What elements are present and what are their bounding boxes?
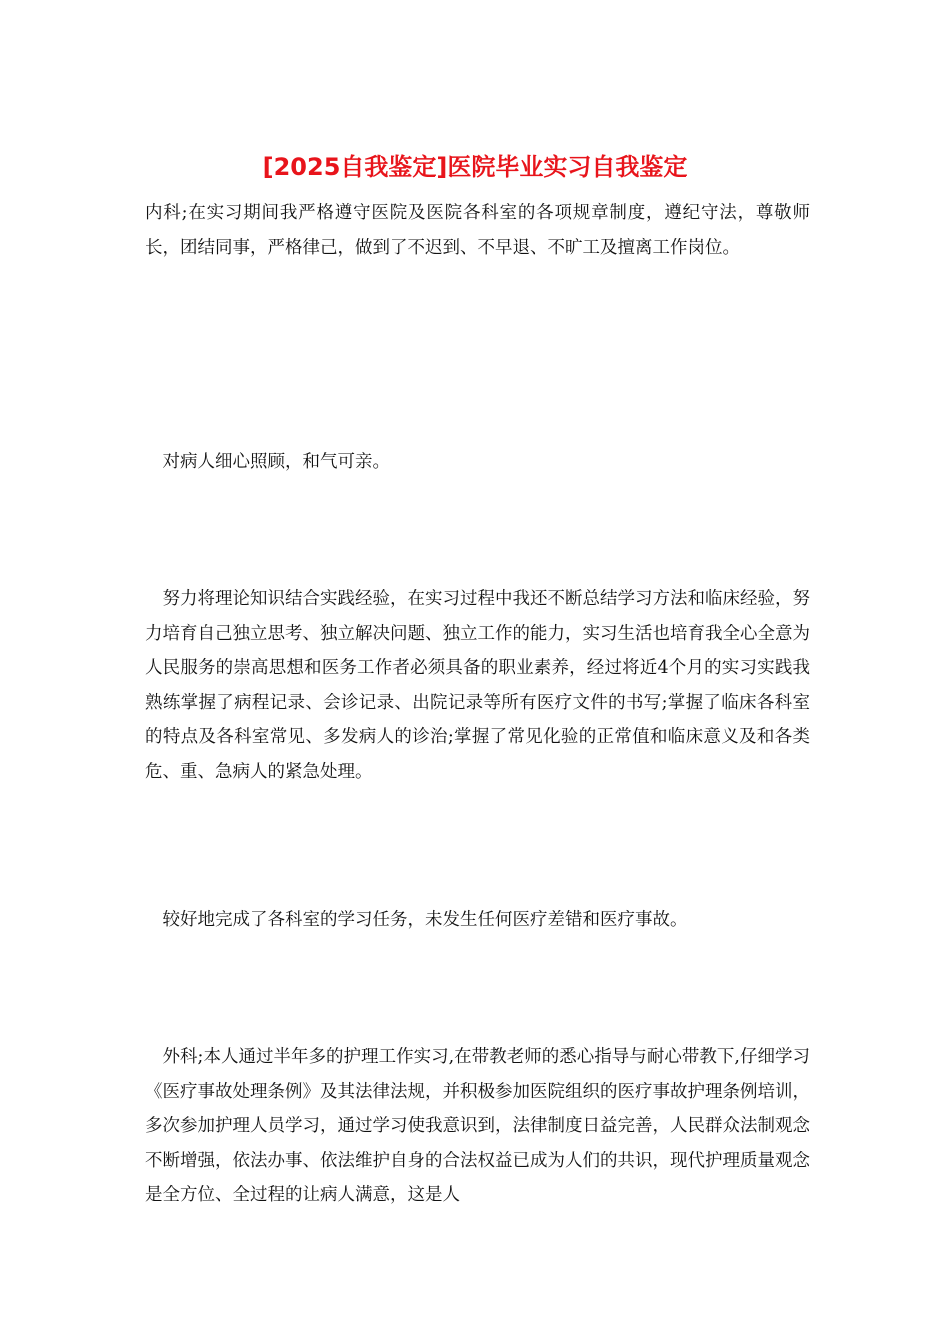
paragraph-surgery: 外科;本人通过半年多的护理工作实习,在带教老师的悉心指导与耐心带教下,仔细学习《医疗事故处理条例》及其法律法规，并积极参加医院组织的医疗事故护理条例培训，多次参加护理人员学习，通过学习使我意识到，法律制度日益完善，人民群众法制观念不断增强，依法办事、依法维护自身的合法权益已成为人们的共识，现代护理质量观念是全方位、全过程的让病人满意，这是人	[145, 1047, 810, 1205]
document-title: [2025自我鉴定]医院毕业实习自我鉴定	[262, 153, 688, 181]
paragraph-internal-medicine: 内科;在实习期间我严格遵守医院及医院各科室的各项规章制度，遵纪守法，尊敬师长，团结同事，严格律己，做到了不迟到、不早退、不旷工及擅离工作岗位。	[145, 203, 810, 258]
paragraph-patient-care: 对病人细心照顾，和气可亲。	[145, 452, 390, 472]
paragraph-tasks-completed: 较好地完成了各科室的学习任务，未发生任何医疗差错和医疗事故。	[145, 910, 688, 930]
paragraph-theory-practice: 努力将理论知识结合实践经验，在实习过程中我还不断总结学习方法和临床经验，努力培育自己独立思考、独立解决问题、独立工作的能力，实习生活也培育我全心全意为人民服务的崇高思想和医务工作者必须具备的职业素养，经过将近4个月的实习实践我熟练掌握了病程记录、会诊记录、出院记录等所有医疗文件的书写;掌握了临床各科室的特点及各科室常见、多发病人的诊治;掌握了常见化验的正常值和临床意义及和各类危、重、急病人的紧急处理。	[145, 589, 810, 782]
